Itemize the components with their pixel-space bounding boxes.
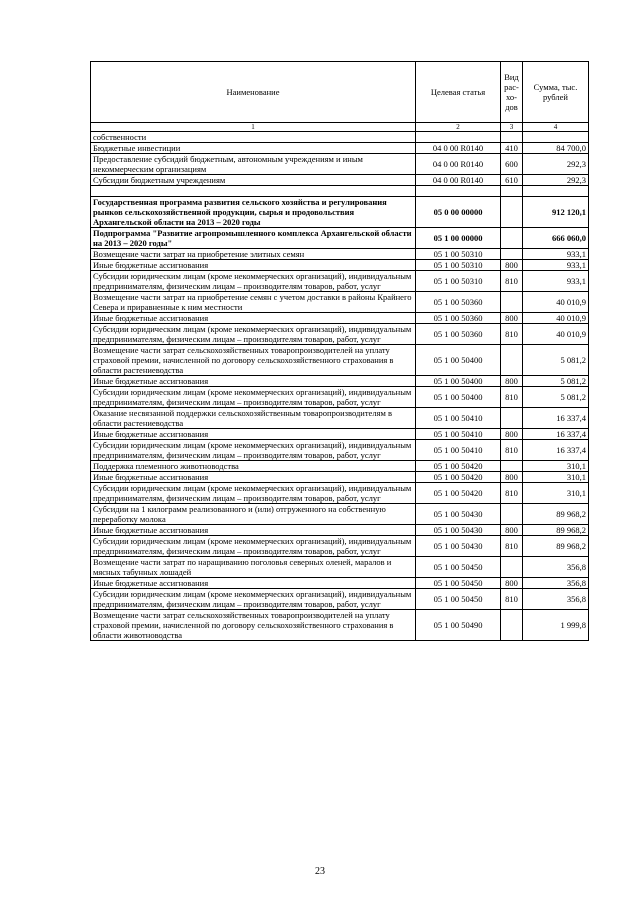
row-name-cell: Субсидии юридическим лицам (кроме некоммерческих организаций), индивидуальным предпринимателям, физическим лицам – производителям товаров, работ, услуг [91, 483, 416, 504]
row-type-cell [501, 132, 523, 143]
row-name-cell: Субсидии юридическим лицам (кроме некоммерческих организаций), индивидуальным предпринимателям, физическим лицам – производителям товаров, работ, услуг [91, 440, 416, 461]
row-code-cell: 05 1 00 50400 [416, 387, 501, 408]
row-type-cell [501, 197, 523, 228]
row-code-cell: 05 1 00 50410 [416, 408, 501, 429]
row-name-cell: собственности [91, 132, 416, 143]
row-code-cell: 05 1 00 50430 [416, 536, 501, 557]
row-name-cell: Возмещение части затрат на приобретение элитных семян [91, 249, 416, 260]
table-row [91, 387, 589, 408]
row-name-cell: Иные бюджетные ассигнования [91, 260, 416, 271]
table-row [91, 408, 589, 429]
row-code-cell: 05 1 00 50420 [416, 461, 501, 472]
row-code-cell: 05 1 00 50400 [416, 345, 501, 376]
column-header-name: Наименование [91, 62, 416, 123]
row-name-cell: Субсидии юридическим лицам (кроме некоммерческих организаций), индивидуальным предпринимателям, физическим лицам – производителям товаров, работ, услуг [91, 271, 416, 292]
spacer-row [91, 186, 589, 197]
table-row [91, 271, 589, 292]
row-code-cell: 04 0 00 R0140 [416, 154, 501, 175]
table-row [91, 440, 589, 461]
row-type-cell: 600 [501, 154, 523, 175]
row-sum-cell: 5 081,2 [523, 387, 589, 408]
table-row [91, 461, 589, 472]
table-row [91, 504, 589, 525]
row-name-cell: Иные бюджетные ассигнования [91, 578, 416, 589]
row-type-cell: 800 [501, 376, 523, 387]
row-sum-cell: 933,1 [523, 260, 589, 271]
table-row [91, 589, 589, 610]
row-name-cell: Субсидии юридическим лицам (кроме некоммерческих организаций), индивидуальным предпринимателям, физическим лицам – производителям товаров, работ, услуг [91, 387, 416, 408]
row-type-cell: 800 [501, 525, 523, 536]
row-type-cell [501, 345, 523, 376]
row-code-cell: 05 1 00 50450 [416, 589, 501, 610]
row-code-cell: 04 0 00 R0140 [416, 175, 501, 186]
row-sum-cell: 310,1 [523, 472, 589, 483]
table-row [91, 175, 589, 186]
column-header-code: Целевая статья [416, 62, 501, 123]
spacer-cell [91, 186, 416, 197]
row-name-cell: Бюджетные инвестиции [91, 143, 416, 154]
table-row [91, 557, 589, 578]
row-type-cell [501, 228, 523, 249]
row-code-cell: 05 0 00 00000 [416, 197, 501, 228]
table-row [91, 197, 589, 228]
row-type-cell: 610 [501, 175, 523, 186]
table-row [91, 345, 589, 376]
table-row [91, 376, 589, 387]
row-type-cell: 810 [501, 387, 523, 408]
row-code-cell: 05 1 00 50410 [416, 429, 501, 440]
row-type-cell: 800 [501, 472, 523, 483]
row-name-cell: Иные бюджетные ассигнования [91, 429, 416, 440]
table-row [91, 143, 589, 154]
row-sum-cell: 356,8 [523, 557, 589, 578]
table-row [91, 313, 589, 324]
row-name-cell: Субсидии юридическим лицам (кроме некоммерческих организаций), индивидуальным предпринимателям, физическим лицам – производителям товаров, работ, услуг [91, 589, 416, 610]
row-code-cell: 05 1 00 50420 [416, 483, 501, 504]
table-row [91, 324, 589, 345]
table-row [91, 525, 589, 536]
page-number: 23 [315, 866, 325, 877]
column-number: 4 [523, 123, 589, 132]
row-type-cell: 810 [501, 536, 523, 557]
spacer-cell [501, 186, 523, 197]
row-type-cell: 810 [501, 324, 523, 345]
table-row [91, 132, 589, 143]
row-type-cell [501, 610, 523, 641]
row-code-cell: 05 1 00 50430 [416, 504, 501, 525]
row-sum-cell: 89 968,2 [523, 525, 589, 536]
budget-document-page [90, 61, 588, 641]
row-sum-cell: 16 337,4 [523, 408, 589, 429]
row-name-cell: Подпрограмма "Развитие агропромышленного комплекса Архангельской области на 2013 – 2020 годы" [91, 228, 416, 249]
table-row [91, 249, 589, 260]
row-sum-cell: 84 700,0 [523, 143, 589, 154]
table-row [91, 292, 589, 313]
row-type-cell [501, 557, 523, 578]
row-code-cell: 05 1 00 50360 [416, 324, 501, 345]
table-header-row [91, 62, 589, 123]
row-code-cell: 05 1 00 00000 [416, 228, 501, 249]
column-header-sum: Сумма, тыс. рублей [523, 62, 589, 123]
row-type-cell [501, 292, 523, 313]
row-name-cell: Возмещение части затрат на приобретение семян с учетом доставки в районы Крайнего Севера и приравненные к ним местности [91, 292, 416, 313]
row-code-cell: 05 1 00 50310 [416, 249, 501, 260]
row-code-cell: 05 1 00 50310 [416, 260, 501, 271]
row-code-cell: 05 1 00 50450 [416, 578, 501, 589]
row-sum-cell: 40 010,9 [523, 324, 589, 345]
row-name-cell: Иные бюджетные ассигнования [91, 525, 416, 536]
row-type-cell: 800 [501, 260, 523, 271]
row-type-cell [501, 408, 523, 429]
table-row [91, 483, 589, 504]
row-sum-cell: 1 999,8 [523, 610, 589, 641]
table-row [91, 472, 589, 483]
row-sum-cell: 356,8 [523, 589, 589, 610]
row-sum-cell: 356,8 [523, 578, 589, 589]
row-name-cell: Государственная программа развития сельского хозяйства и регулирования рынков сельскохозяйственной продукции, сырья и продовольствия Архангельской области на 2013 – 2020 годы [91, 197, 416, 228]
row-name-cell: Субсидии юридическим лицам (кроме некоммерческих организаций), индивидуальным предпринимателям, физическим лицам – производителям товаров, работ, услуг [91, 324, 416, 345]
row-sum-cell: 292,3 [523, 175, 589, 186]
row-type-cell [501, 249, 523, 260]
table-row [91, 154, 589, 175]
row-name-cell: Предоставление субсидий бюджетным, автономным учреждениям и иным некоммерческим организациям [91, 154, 416, 175]
row-name-cell: Субсидии бюджетным учреждениям [91, 175, 416, 186]
row-name-cell: Возмещение части затрат сельскохозяйственных товаропроизводителей на уплату страховой премии, начисленной по договору сельскохозяйственного страхования в области растениеводства [91, 345, 416, 376]
row-name-cell: Оказание несвязанной поддержки сельскохозяйственным товаропроизводителям в области растениеводства [91, 408, 416, 429]
row-type-cell: 800 [501, 429, 523, 440]
table-row [91, 610, 589, 641]
row-type-cell: 810 [501, 440, 523, 461]
table-row [91, 578, 589, 589]
column-number: 3 [501, 123, 523, 132]
row-code-cell: 05 1 00 50400 [416, 376, 501, 387]
row-sum-cell: 292,3 [523, 154, 589, 175]
column-number: 2 [416, 123, 501, 132]
row-code-cell: 05 1 00 50360 [416, 313, 501, 324]
row-sum-cell: 89 968,2 [523, 504, 589, 525]
spacer-cell [523, 186, 589, 197]
row-sum-cell [523, 132, 589, 143]
row-sum-cell: 16 337,4 [523, 429, 589, 440]
row-code-cell: 05 1 00 50360 [416, 292, 501, 313]
budget-table [90, 61, 589, 641]
row-code-cell: 05 1 00 50310 [416, 271, 501, 292]
row-sum-cell: 5 081,2 [523, 376, 589, 387]
row-code-cell: 05 1 00 50420 [416, 472, 501, 483]
table-row [91, 228, 589, 249]
row-sum-cell: 40 010,9 [523, 313, 589, 324]
row-sum-cell: 912 120,1 [523, 197, 589, 228]
column-number-row [91, 123, 589, 132]
row-sum-cell: 89 968,2 [523, 536, 589, 557]
table-body [91, 132, 589, 641]
row-name-cell: Субсидии на 1 килограмм реализованного и (или) отгруженного на собственную переработку молока [91, 504, 416, 525]
row-name-cell: Возмещение части затрат по наращиванию поголовья северных оленей, маралов и мясных табунных лошадей [91, 557, 416, 578]
row-code-cell: 05 1 00 50410 [416, 440, 501, 461]
row-type-cell: 800 [501, 313, 523, 324]
table-row [91, 536, 589, 557]
row-name-cell: Иные бюджетные ассигнования [91, 376, 416, 387]
row-name-cell: Субсидии юридическим лицам (кроме некоммерческих организаций), индивидуальным предпринимателям, физическим лицам – производителям товаров, работ, услуг [91, 536, 416, 557]
row-type-cell: 410 [501, 143, 523, 154]
table-row [91, 429, 589, 440]
row-name-cell: Поддержка племенного животноводства [91, 461, 416, 472]
row-sum-cell: 310,1 [523, 483, 589, 504]
row-sum-cell: 666 060,0 [523, 228, 589, 249]
row-name-cell: Иные бюджетные ассигнования [91, 313, 416, 324]
row-type-cell: 800 [501, 578, 523, 589]
spacer-cell [416, 186, 501, 197]
row-type-cell: 810 [501, 589, 523, 610]
row-code-cell: 05 1 00 50430 [416, 525, 501, 536]
row-type-cell: 810 [501, 271, 523, 292]
row-code-cell: 05 1 00 50450 [416, 557, 501, 578]
row-type-cell: 810 [501, 483, 523, 504]
row-sum-cell: 933,1 [523, 271, 589, 292]
row-name-cell: Возмещение части затрат сельскохозяйственных товаропроизводителей на уплату страховой премии, начисленной по договору сельскохозяйственного страхования в области животноводства [91, 610, 416, 641]
row-sum-cell: 933,1 [523, 249, 589, 260]
column-number: 1 [91, 123, 416, 132]
row-code-cell: 05 1 00 50490 [416, 610, 501, 641]
row-code-cell [416, 132, 501, 143]
row-sum-cell: 5 081,2 [523, 345, 589, 376]
row-name-cell: Иные бюджетные ассигнования [91, 472, 416, 483]
row-code-cell: 04 0 00 R0140 [416, 143, 501, 154]
table-row [91, 260, 589, 271]
row-sum-cell: 16 337,4 [523, 440, 589, 461]
row-sum-cell: 310,1 [523, 461, 589, 472]
row-sum-cell: 40 010,9 [523, 292, 589, 313]
row-type-cell [501, 504, 523, 525]
row-type-cell [501, 461, 523, 472]
column-header-type: Вид рас-хо-дов [501, 62, 523, 123]
